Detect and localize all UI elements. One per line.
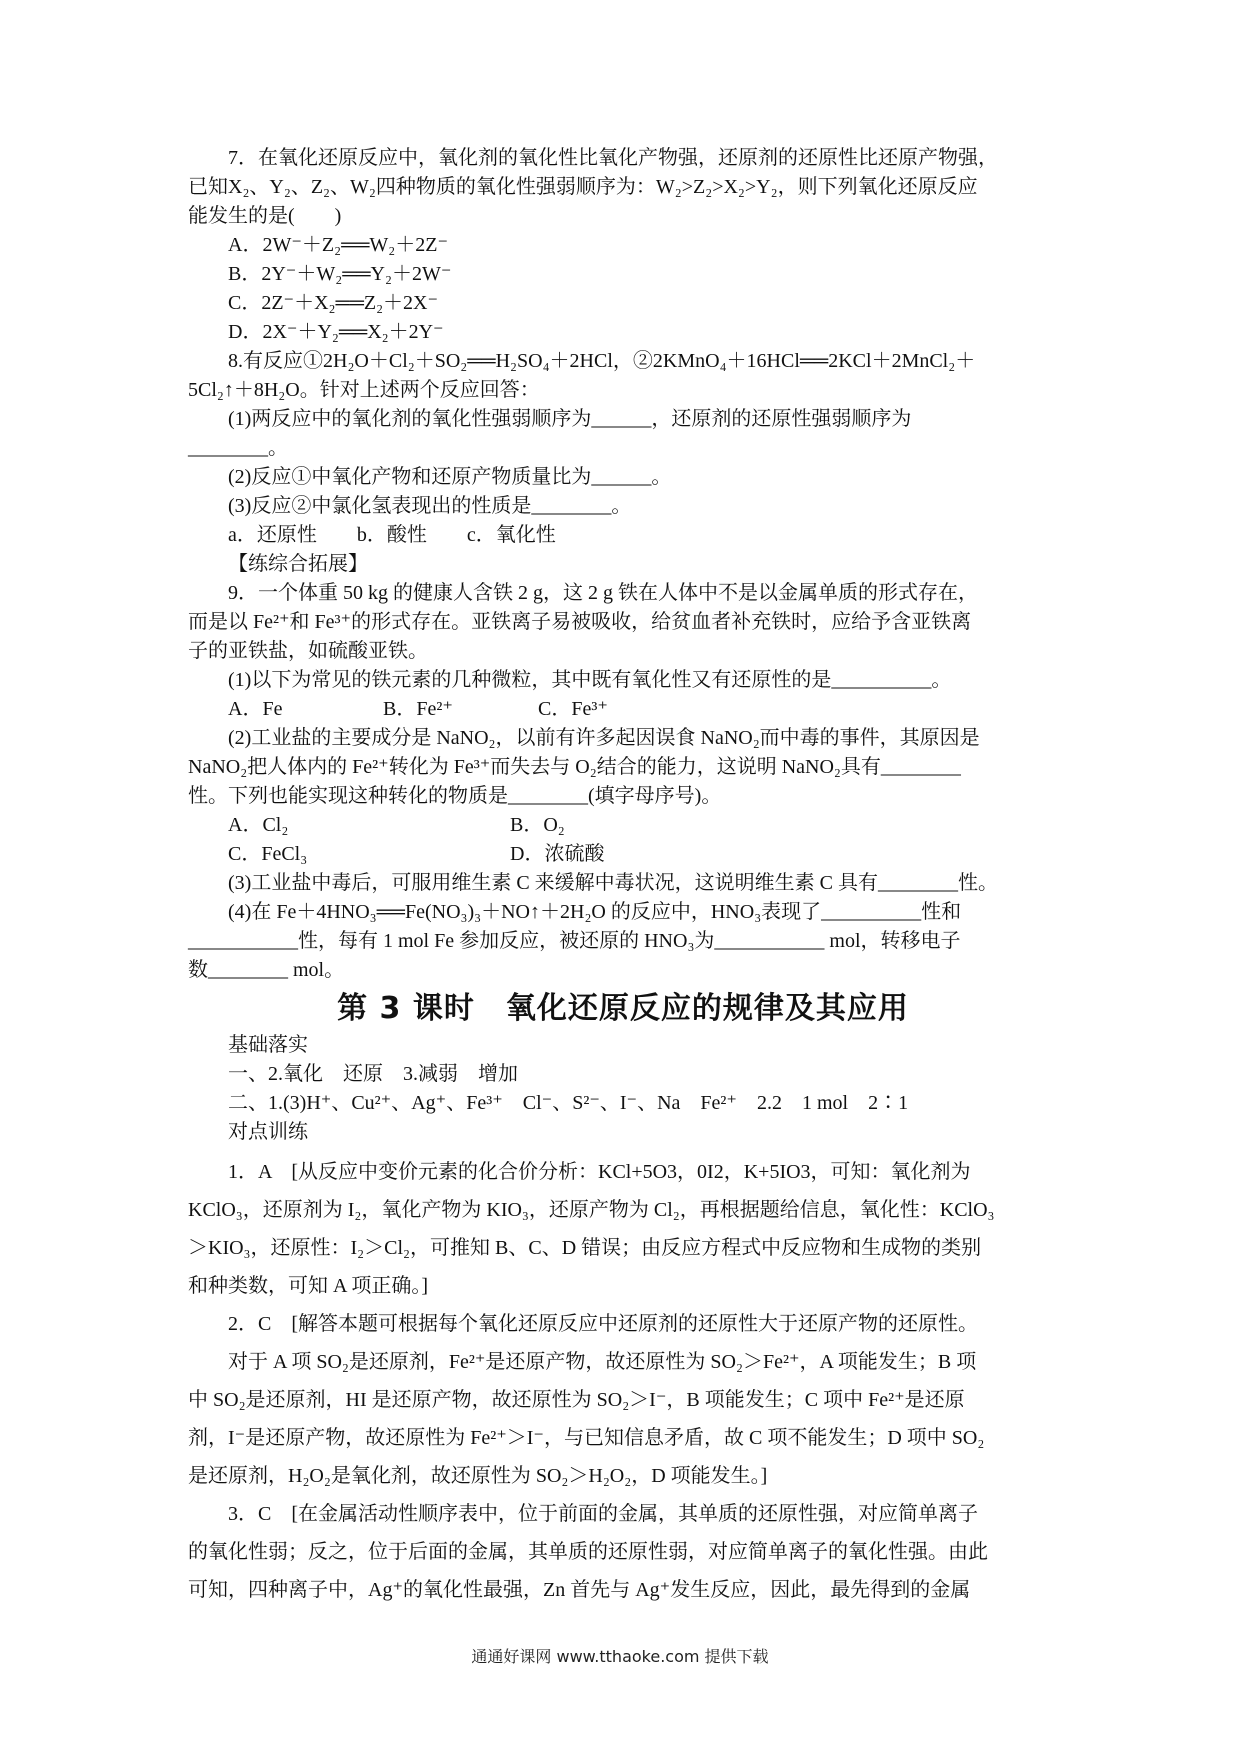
q8-line: 8.有反应①2H₂O＋Cl₂＋SO₂══H₂SO₄＋2HCl，②2KMnO₄＋16HCl══2KCl＋2MnCl₂＋: [228, 350, 976, 372]
answer-line: 一、2.氧化 还原 3.减弱 增加: [228, 1063, 518, 1085]
answer-3-line: 的氧化性弱；反之，位于后面的金属，其单质的还原性弱，对应简单离子的氧化性强。由此: [188, 1541, 988, 1563]
q8-line: (2)反应①中氧化产物和还原产物质量比为______。: [228, 466, 672, 488]
question-8: [188, 347, 1058, 550]
answer-2: [188, 1305, 1058, 1495]
answer-line: 基础落实: [228, 1034, 308, 1056]
q9-line: ___________性，每有 1 mol Fe 参加反应，被还原的 HNO₃为___________ mol，转移电子: [188, 930, 961, 952]
q7-line: 已知X₂、Y₂、Z₂、W₂四种物质的氧化性强弱顺序为：W₂>Z₂>X₂>Y₂，则下列氧化还原反应: [188, 176, 978, 198]
q9-line: 而是以 Fe²⁺和 Fe³⁺的形式存在。亚铁离子易被吸收，给贫血者补充铁时，应给予含亚铁离: [188, 611, 972, 633]
page-content: [188, 144, 1058, 1609]
q9-p1-options: [188, 695, 1058, 724]
answer-2-line: 剂，I⁻是还原产物，故还原性为 Fe²⁺＞I⁻，与已知信息矛盾，故 C 项不能发生；D 项中 SO₂: [188, 1427, 985, 1449]
q8-line: (1)两反应中的氧化剂的氧化性强弱顺序为______，还原剂的还原性强弱顺序为: [228, 408, 912, 430]
q7-line: 能发生的是( ): [188, 205, 342, 227]
q7-option-b: B．2Y⁻＋W₂══Y₂＋2W⁻: [228, 263, 452, 285]
q7-line: 7．在氧化还原反应中，氧化剂的氧化性比氧化产物强，还原剂的还原性比还原产物强，: [228, 147, 998, 169]
question-9: [188, 579, 1058, 985]
answer-1: [188, 1153, 1058, 1305]
q9-line: 9．一个体重 50 kg 的健康人含铁 2 g，这 2 g 铁在人体中不是以金属单质的形式存在，: [228, 582, 978, 604]
q9-p1-option-b: B．Fe²⁺: [383, 698, 453, 720]
q9-line: (4)在 Fe＋4HNO₃══Fe(NO₃)₃＋NO↑＋2H₂O 的反应中，HNO₃表现了__________性和: [228, 901, 962, 923]
answer-2-line: 对于 A 项 SO₂是还原剂，Fe²⁺是还原产物，故还原性为 SO₂＞Fe²⁺，A 项能发生；B 项: [228, 1351, 977, 1373]
section-label: 【练综合拓展】: [228, 553, 368, 575]
q7-option-c: C．2Z⁻＋X₂══Z₂＋2X⁻: [228, 292, 439, 314]
q9-p2-option-c: C．FeCl₃: [228, 843, 308, 865]
answers-section: [188, 1031, 1058, 1609]
answer-line: 对点训练: [228, 1121, 308, 1143]
answer-1-line: ＞KIO₃，还原性：I₂＞Cl₂，可推知 B、C、D 错误；由反应方程式中反应物和生成物的类别: [188, 1237, 982, 1259]
q9-line: 性。下列也能实现这种转化的物质是________(填字母序号)。: [188, 785, 722, 807]
q9-p1-option-c: C．Fe³⁺: [538, 698, 608, 720]
page-footer: 通通好课网 www.tthaoke.com 提供下载: [471, 1647, 769, 1666]
q9-p2-option-a: A．Cl₂: [228, 814, 289, 836]
lesson-heading: 第 3 课时 氧化还原反应的规律及其应用: [337, 991, 909, 1026]
q8-line: ________。: [188, 437, 288, 459]
q7-option-d: D．2X⁻＋Y₂══X₂＋2Y⁻: [228, 321, 444, 343]
q8-line: 5Cl₂↑＋8H₂O。针对上述两个反应回答：: [188, 379, 540, 401]
q9-line: (2)工业盐的主要成分是 NaNO₂，以前有许多起因误食 NaNO₂而中毒的事件，其原因是: [228, 727, 980, 749]
q8-line: (3)反应②中氯化氢表现出的性质是________。: [228, 495, 632, 517]
q7-option-a: A．2W⁻＋Z₂══W₂＋2Z⁻: [228, 234, 449, 256]
q9-p2-option-b: B．O₂: [510, 814, 565, 836]
answer-2-line: 2．C [解答本题可根据每个氧化还原反应中还原剂的还原性大于还原产物的还原性。: [228, 1313, 978, 1335]
q9-p1-option-a: A．Fe: [228, 698, 283, 720]
answer-2-line: 中 SO₂是还原剂，HI 是还原产物，故还原性为 SO₂＞I⁻，B 项能发生；C 项中 Fe²⁺是还原: [188, 1389, 965, 1411]
answer-line: 二、1.(3)H⁺、Cu²⁺、Ag⁺、Fe³⁺ Cl⁻、S²⁻、I⁻、Na Fe²⁺ 2.2 1 mol 2∶1: [228, 1092, 909, 1114]
answer-1-line: 和种类数，可知 A 项正确。]: [188, 1275, 428, 1297]
q9-line: (1)以下为常见的铁元素的几种微粒，其中既有氧化性又有还原性的是__________。: [228, 669, 952, 691]
q8-choices: a．还原性 b．酸性 c．氧化性: [228, 524, 556, 546]
q9-p2-options-row: [188, 811, 1058, 840]
answer-1-line: KClO₃，还原剂为 I₂，氧化产物为 KIO₃，还原产物为 Cl₂，再根据题给信息，氧化性：KClO₃: [188, 1199, 995, 1221]
answer-3-line: 可知，四种离子中，Ag⁺的氧化性最强，Zn 首先与 Ag⁺发生反应，因此，最先得到的金属: [188, 1579, 971, 1601]
question-7: [188, 144, 1058, 347]
answer-3: [188, 1495, 1058, 1609]
answer-1-line: 1．A [从反应中变价元素的化合价分析：KCl+5O3，0I2，K+5IO3，可知：氧化剂为: [228, 1161, 971, 1183]
answer-3-line: 3．C [在金属活动性顺序表中，位于前面的金属，其单质的还原性强，对应简单离子: [228, 1503, 978, 1525]
q9-p2-options-row: [188, 840, 1058, 869]
q9-line: 子的亚铁盐，如硫酸亚铁。: [188, 640, 428, 662]
q9-line: 数________ mol。: [188, 959, 345, 981]
q9-p2-option-d: D．浓硫酸: [510, 843, 605, 865]
q9-line: (3)工业盐中毒后，可服用维生素 C 来缓解中毒状况，这说明维生素 C 具有________性。: [228, 872, 998, 894]
answer-2-line: 是还原剂，H₂O₂是氧化剂，故还原性为 SO₂＞H₂O₂，D 项能发生。]: [188, 1465, 768, 1487]
q9-line: NaNO₂把人体内的 Fe²⁺转化为 Fe³⁺而失去与 O₂结合的能力，这说明 NaNO₂具有________: [188, 756, 961, 778]
